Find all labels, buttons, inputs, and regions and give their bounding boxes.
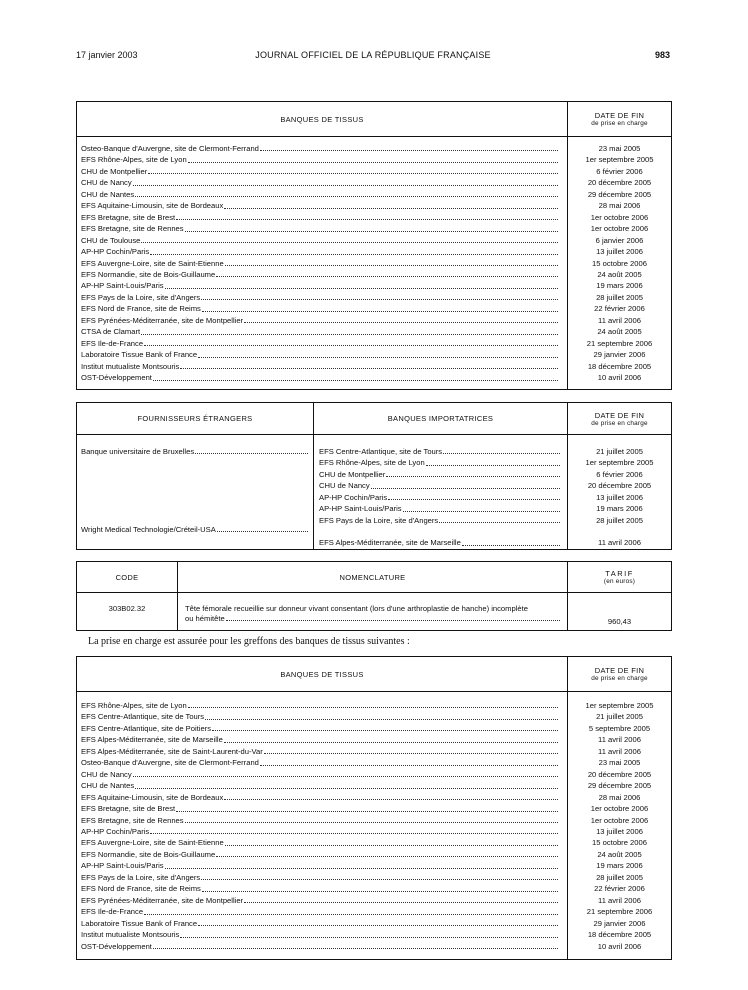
end-date: 1er octobre 2006 [590,212,649,222]
bank-name: EFS Pays de la Loire, site d'Angers [81,872,201,882]
foreign-suppliers-table [76,402,672,550]
end-date: 29 janvier 2006 [593,918,646,928]
table-row [81,246,559,257]
journal-title: JOURNAL OFFICIEL DE LA RÉPUBLIQUE FRANÇAISE [255,50,491,60]
bank-name: EFS Rhône-Alpes, site de Lyon [319,458,425,468]
bank-name: AP-HP Saint-Louis/Paris [81,281,164,291]
table-row [81,723,559,734]
bank-name: EFS Rhône-Alpes, site de Lyon [81,701,187,710]
nomenclature-line1: Tête fémorale recueillie sur donneur vivant consentant (lors d'une arthroplastie de hanche) incomplète [185,604,528,613]
table-row [319,537,561,548]
nomenclature-cell [178,593,568,631]
table-row [81,303,559,314]
col-header-foreign-suppliers: FOURNISSEURS ÉTRANGERS [77,403,314,435]
table-row [81,803,559,814]
end-date: 1er octobre 2006 [590,804,649,814]
bank-name: Osteo-Banque d'Auvergne, site de Clermont-Ferrand [81,144,259,153]
end-date: 15 octobre 2006 [592,258,647,268]
code-value: 303B02.32 [108,604,146,613]
supplier-entry [81,446,309,457]
supplier-entry [81,524,309,535]
end-date: 19 mars 2006 [596,281,643,291]
bank-name: EFS Pays de la Loire, site d'Angers [319,515,439,525]
bank-name: EFS Alpes-Méditerranée, site de Marseille [81,735,223,745]
bank-name: CHU de Montpellier [319,469,386,479]
bank-name: OST-Développement [81,373,152,383]
end-date: 21 juillet 2005 [596,712,643,722]
bank-name: CHU de Nancy [81,178,132,188]
suppliers-entries [77,435,313,546]
col-header-code: CODE [77,562,178,593]
table-row [81,872,559,883]
table-row [81,792,559,803]
end-date: 10 avril 2006 [597,941,642,951]
code-cell [77,593,178,631]
table-row [81,143,559,154]
table-row [81,700,559,711]
table-row [81,200,559,211]
end-date: 21 juillet 2005 [596,447,643,456]
end-date: 22 février 2006 [594,304,645,314]
bank-name: EFS Pyrénées-Méditerranée, site de Montpellier [81,315,244,325]
end-date: 28 mai 2006 [598,201,641,211]
bank-name: EFS Alpes-Méditerranée, site de Saint-Laurent-du-Var [81,746,263,756]
col-header-end-date [568,102,672,137]
col-header-tariff [568,562,672,593]
bank-name: AP-HP Saint-Louis/Paris [319,504,402,514]
table-row [81,837,559,848]
table-row [319,469,561,480]
bank-name: EFS Bretagne, site de Rennes [81,224,184,234]
table-row [81,941,559,952]
table-row [81,734,559,745]
nomenclature-table [76,561,672,631]
table-row [81,757,559,768]
end-date: 5 septembre 2005 [588,723,651,733]
table-row [81,315,559,326]
end-date: 11 avril 2006 [598,315,641,325]
end-date: 19 mars 2006 [596,504,643,514]
bank-name: EFS Alpes-Méditerranée, site de Marseille [319,538,461,548]
end-date: 13 juillet 2006 [596,247,643,257]
tariff-value: 960,43 [607,617,632,626]
table-row [319,446,561,457]
table-row [81,280,559,291]
table-row [81,906,559,917]
col-header-end-date-line1: DATE DE FIN [594,666,645,675]
table-row [81,815,559,826]
banks-entries [77,692,567,952]
dates-entries [568,692,671,952]
end-date: 20 décembre 2005 [587,481,652,491]
dates-cell [568,435,672,550]
col-header-end-date-line1: DATE DE FIN [594,111,645,120]
end-date: 10 avril 2006 [597,373,642,383]
bank-name: CHU de Nantes [81,781,135,791]
end-date: 13 juillet 2006 [596,492,643,502]
end-date: 1er septembre 2005 [585,458,654,468]
end-date: 1er septembre 2005 [585,155,654,165]
bank-name: EFS Ile-de-France [81,907,144,917]
bank-name: EFS Normandie, site de Bois-Guillaume [81,269,216,279]
bank-name: EFS Nord de France, site de Reims [81,304,201,314]
table-row [81,860,559,871]
bank-name: AP-HP Cochin/Paris [319,492,388,502]
end-date: 1er octobre 2006 [590,815,649,825]
page-header [76,50,670,64]
dates-list [568,692,672,960]
table-row [81,258,559,269]
end-date: 6 janvier 2006 [595,235,644,245]
table-row [81,769,559,780]
table-row [81,235,559,246]
bank-name: EFS Aquitaine-Limousin, site de Bordeaux [81,792,224,802]
bank-name: CHU de Montpellier [81,166,148,176]
supplier-name: Banque universitaire de Bruxelles [81,447,195,456]
bank-name: EFS Ile-de-France [81,338,144,348]
page-number: 983 [654,50,670,60]
end-date: 29 janvier 2006 [593,350,646,360]
end-date: 28 juillet 2005 [596,515,643,525]
end-date: 20 décembre 2005 [587,769,652,779]
end-date: 22 février 2006 [594,884,645,894]
table-row [81,292,559,303]
bank-name: Osteo-Banque d'Auvergne, site de Clermont-Ferrand [81,758,259,768]
bank-name: EFS Bretagne, site de Brest [81,804,176,814]
bank-name: OST-Développement [81,941,152,951]
end-date: 1er octobre 2006 [590,224,649,234]
bank-name: EFS Auvergne-Loire, site de Saint-Etienne [81,258,224,268]
bank-name: EFS Centre-Atlantique, site de Tours [319,447,443,456]
end-date: 6 février 2006 [596,166,643,176]
tissue-banks-table-1 [76,101,672,390]
col-header-end-date-line1: DATE DE FIN [594,410,645,420]
table-row [81,849,559,860]
bank-name: Institut mutualiste Montsouris [81,930,180,940]
end-date: 24 août 2005 [597,849,642,859]
table-row [81,269,559,280]
bank-name: EFS Aquitaine-Limousin, site de Bordeaux [81,201,224,211]
table-row [81,826,559,837]
importing-banks-entries [314,435,567,549]
tariff-cell [568,593,672,631]
end-date: 1er septembre 2005 [585,701,654,710]
bank-name: EFS Nord de France, site de Reims [81,884,201,894]
intro-sentence: La prise en charge est assurée pour les greffons des banques de tissus suivantes : [88,636,410,647]
col-header-tariff-line1: TARIF [605,569,634,578]
suppliers-cell [77,435,314,550]
table-row [81,361,559,372]
table-row [81,166,559,177]
bank-name: CHU de Nancy [81,769,132,779]
table-row [81,918,559,929]
table-row [81,780,559,791]
col-header-end-date-line2: de prise en charge [591,675,648,682]
dates-list [568,137,672,390]
col-header-end-date [568,403,672,435]
bank-name: EFS Auvergne-Loire, site de Saint-Etienne [81,838,224,848]
table-row [319,480,561,491]
bank-name: EFS Bretagne, site de Brest [81,212,176,222]
banks-list [77,692,568,960]
bank-name: CHU de Nancy [319,481,370,491]
table-row [81,223,559,234]
end-date: 29 décembre 2005 [587,781,652,791]
col-header-end-date [568,657,672,692]
end-date: 23 mai 2005 [598,144,641,153]
bank-name: Laboratoire Tissue Bank of France [81,918,198,928]
table-row [81,929,559,940]
table-row [81,177,559,188]
tissue-banks-table-2 [76,656,672,960]
col-header-importing-banks: BANQUES IMPORTATRICES [314,403,568,435]
end-date: 23 mai 2005 [598,758,641,768]
nomenclature-line2: ou hémitête [185,614,225,623]
bank-name: CHU de Nantes [81,189,135,199]
bank-name: Laboratoire Tissue Bank of France [81,350,198,360]
end-date: 29 décembre 2005 [587,189,652,199]
supplier-name: Wright Medical Technologie/Créteil-USA [81,525,216,534]
dates-entries [568,435,671,549]
end-date: 19 mars 2006 [596,861,643,871]
bank-name: EFS Centre-Atlantique, site de Tours [81,712,205,722]
bank-name: EFS Bretagne, site de Rennes [81,815,184,825]
table-row [81,338,559,349]
end-date: 18 décembre 2005 [587,930,652,940]
bank-name: EFS Normandie, site de Bois-Guillaume [81,849,216,859]
end-date: 20 décembre 2005 [587,178,652,188]
table-row [81,326,559,337]
bank-name: EFS Pays de la Loire, site d'Angers [81,292,201,302]
bank-name: AP-HP Cochin/Paris [81,247,150,257]
table-row [81,895,559,906]
end-date: 11 avril 2006 [598,746,641,756]
table-row [81,212,559,223]
bank-name: AP-HP Saint-Louis/Paris [81,861,164,871]
bank-name: EFS Rhône-Alpes, site de Lyon [81,155,187,165]
end-date: 11 avril 2006 [598,735,641,745]
bank-name: EFS Pyrénées-Méditerranée, site de Montpellier [81,895,244,905]
end-date: 24 août 2005 [597,269,642,279]
importing-banks-cell [314,435,568,550]
bank-name: EFS Centre-Atlantique, site de Poitiers [81,723,211,733]
nomenclature-line2-entry [185,614,561,624]
bank-name: CHU de Toulouse [81,235,141,245]
end-date: 21 septembre 2006 [586,907,653,917]
table-row [319,503,561,514]
end-date: 11 avril 2006 [598,895,641,905]
end-date: 21 septembre 2006 [586,338,653,348]
dates-entries [568,137,671,384]
end-date: 6 février 2006 [596,469,643,479]
bank-name: Institut mutualiste Montsouris [81,361,180,371]
end-date: 11 avril 2006 [598,538,641,548]
table-row [81,883,559,894]
col-header-end-date-line2: de prise en charge [591,419,648,427]
table-row [81,711,559,722]
col-header-tariff-line2: (en euros) [603,578,636,585]
table-row [81,154,559,165]
col-header-banks: BANQUES DE TISSUS [77,657,568,692]
end-date: 15 octobre 2006 [592,838,647,848]
col-header-banks: BANQUES DE TISSUS [77,102,568,137]
end-date: 28 juillet 2005 [596,292,643,302]
end-date: 13 juillet 2006 [596,826,643,836]
end-date: 28 juillet 2005 [596,872,643,882]
table-row [81,189,559,200]
nomenclature-text [178,593,567,624]
end-date: 18 décembre 2005 [587,361,652,371]
end-date: 24 août 2005 [597,327,642,337]
table-row [319,457,561,468]
table-row [81,349,559,360]
col-header-nomenclature: NOMENCLATURE [178,562,568,593]
bank-name: CTSA de Clamart [81,327,141,337]
table-row [81,372,559,383]
end-date: 28 mai 2006 [598,792,641,802]
issue-date: 17 janvier 2003 [76,50,138,60]
banks-entries [77,137,567,384]
banks-list [77,137,568,390]
table-row [319,492,561,503]
col-header-end-date-line2: de prise en charge [591,120,648,127]
bank-name: AP-HP Cochin/Paris [81,826,150,836]
table-row [319,515,561,526]
table-row [81,746,559,757]
